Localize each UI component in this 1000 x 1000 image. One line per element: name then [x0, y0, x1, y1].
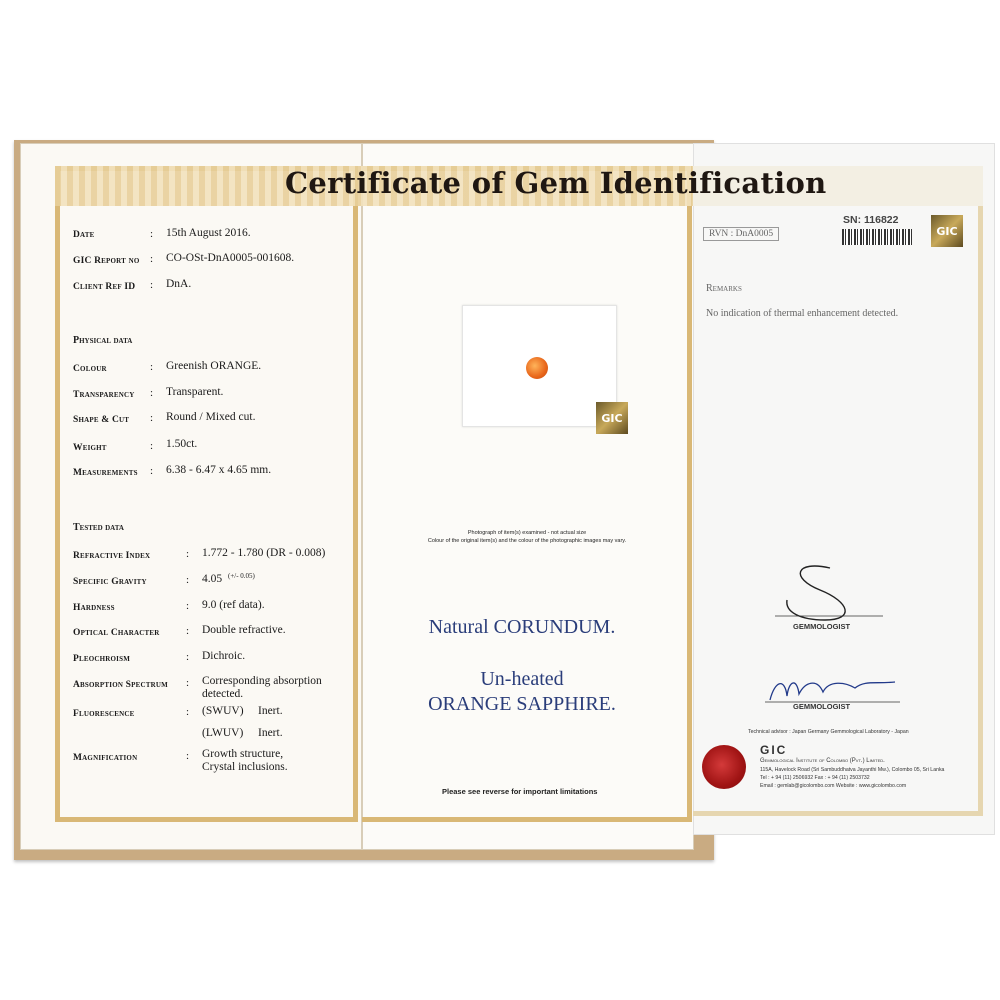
wax-seal [702, 745, 746, 789]
sg-value: 4.05 [202, 573, 223, 585]
colon: : [186, 750, 190, 762]
colon: : [150, 440, 154, 452]
tested-heading: Tested data [73, 522, 124, 533]
report-value: CO-OSt-DnA0005-001608. [166, 252, 295, 264]
treatment-result: Un-heated [480, 668, 564, 690]
species-result: Natural CORUNDUM. [428, 616, 616, 638]
colon: : [186, 600, 190, 612]
magnification-value-1: Growth structure, [202, 748, 284, 760]
transparency-value: Transparent. [166, 386, 224, 398]
colon: : [150, 228, 154, 240]
barcode [842, 229, 912, 245]
colon: : [150, 361, 154, 373]
remarks-heading: Remarks [706, 283, 742, 294]
certificate-title: Certificate of Gem Identification [285, 166, 827, 200]
colon: : [186, 625, 190, 637]
weight-value: 1.50ct. [166, 438, 198, 450]
gemmologist-label-1: GEMMOLOGIST [793, 622, 851, 631]
gic-logo: GIC [931, 215, 963, 247]
sg-label: Specific Gravity [73, 577, 147, 587]
colon: : [186, 574, 190, 586]
weight-label: Weight [73, 443, 107, 453]
date-value: 15th August 2016. [166, 227, 251, 239]
rvn-box: RVN : DnA0005 [703, 227, 779, 241]
photo-caption-1: Photograph of item(s) examined - not actual size [467, 530, 587, 536]
absorption-value-2: detected. [202, 688, 244, 700]
transparency-label: Transparency [73, 390, 135, 400]
colour-value: Greenish ORANGE. [166, 360, 262, 372]
signature-1 [775, 560, 885, 630]
colour-label: Colour [73, 364, 107, 374]
fluorescence-lwuv: (LWUV) [202, 727, 244, 739]
measurements-label: Measurements [73, 468, 138, 478]
ri-label: Refractive Index [73, 551, 151, 561]
photo-caption-2: Colour of the original item(s) and the colour of the photographic images may vary. [427, 538, 627, 544]
report-label: GIC Report no [73, 256, 140, 266]
hardness-label: Hardness [73, 603, 115, 613]
colon: : [150, 279, 154, 291]
gemmologist-label-2: GEMMOLOGIST [793, 702, 851, 711]
hardness-value: 9.0 (ref data). [202, 599, 265, 611]
shape-label: Shape & Cut [73, 415, 130, 425]
colon: : [186, 706, 190, 718]
optical-value: Double refractive. [202, 624, 286, 636]
absorption-label: Absorption Spectrum [73, 680, 168, 690]
reverse-note: Please see reverse for important limitations [442, 787, 598, 796]
org-address: 115A, Havelock Road (Sri Sambuddhatva Jayanthi Mw.), Colombo 05, Sri Lanka [760, 767, 945, 773]
date-label: Date [73, 230, 95, 240]
fluorescence-lwuv-value: Inert. [258, 727, 283, 739]
middle-frame [362, 166, 692, 822]
optical-label: Optical Character [73, 628, 160, 638]
ri-value: 1.772 - 1.780 (DR - 0.008) [202, 547, 326, 559]
variety-result: ORANGE SAPPHIRE. [428, 693, 616, 715]
sg-tolerance: (+/- 0.05) [228, 572, 255, 580]
colon: : [150, 412, 154, 424]
client-value: DnA. [166, 278, 192, 290]
fluorescence-swuv-value: Inert. [258, 705, 283, 717]
org-short-name: GIC [760, 743, 788, 757]
colon: : [150, 387, 154, 399]
gem-image [526, 357, 548, 379]
colon: : [186, 677, 190, 689]
technical-advisor: Technical advisor : Japan Germany Gemmological Laboratory - Japan [748, 729, 909, 735]
org-phone: Tel : + 94 (11) 2506932 Fax : + 94 (11) 2503732 [760, 775, 870, 781]
pleochroism-value: Dichroic. [202, 650, 246, 662]
gic-hologram-logo: GIC [596, 402, 628, 434]
colon: : [150, 465, 154, 477]
colon: : [186, 548, 190, 560]
serial-number: SN: 116822 [843, 214, 899, 226]
measurements-value: 6.38 - 6.47 x 4.65 mm. [166, 464, 272, 476]
remarks-text: No indication of thermal enhancement detected. [706, 308, 899, 319]
colon: : [150, 253, 154, 265]
fluorescence-swuv: (SWUV) [202, 705, 244, 717]
org-web: Email : gemlab@gicolombo.com Website : www.gicolombo.com [760, 783, 907, 789]
magnification-value-2: Crystal inclusions. [202, 761, 288, 773]
physical-heading: Physical data [73, 335, 133, 346]
right-frame [693, 166, 983, 816]
shape-value: Round / Mixed cut. [166, 411, 256, 423]
absorption-value-1: Corresponding absorption [202, 675, 322, 687]
org-name: Gemmological Institute of Colombo (Pvt.) Limited. [760, 758, 885, 764]
fluorescence-label: Fluorescence [73, 709, 135, 719]
pleochroism-label: Pleochroism [73, 654, 131, 664]
magnification-label: Magnification [73, 753, 138, 763]
colon: : [186, 651, 190, 663]
client-label: Client Ref ID [73, 282, 136, 292]
